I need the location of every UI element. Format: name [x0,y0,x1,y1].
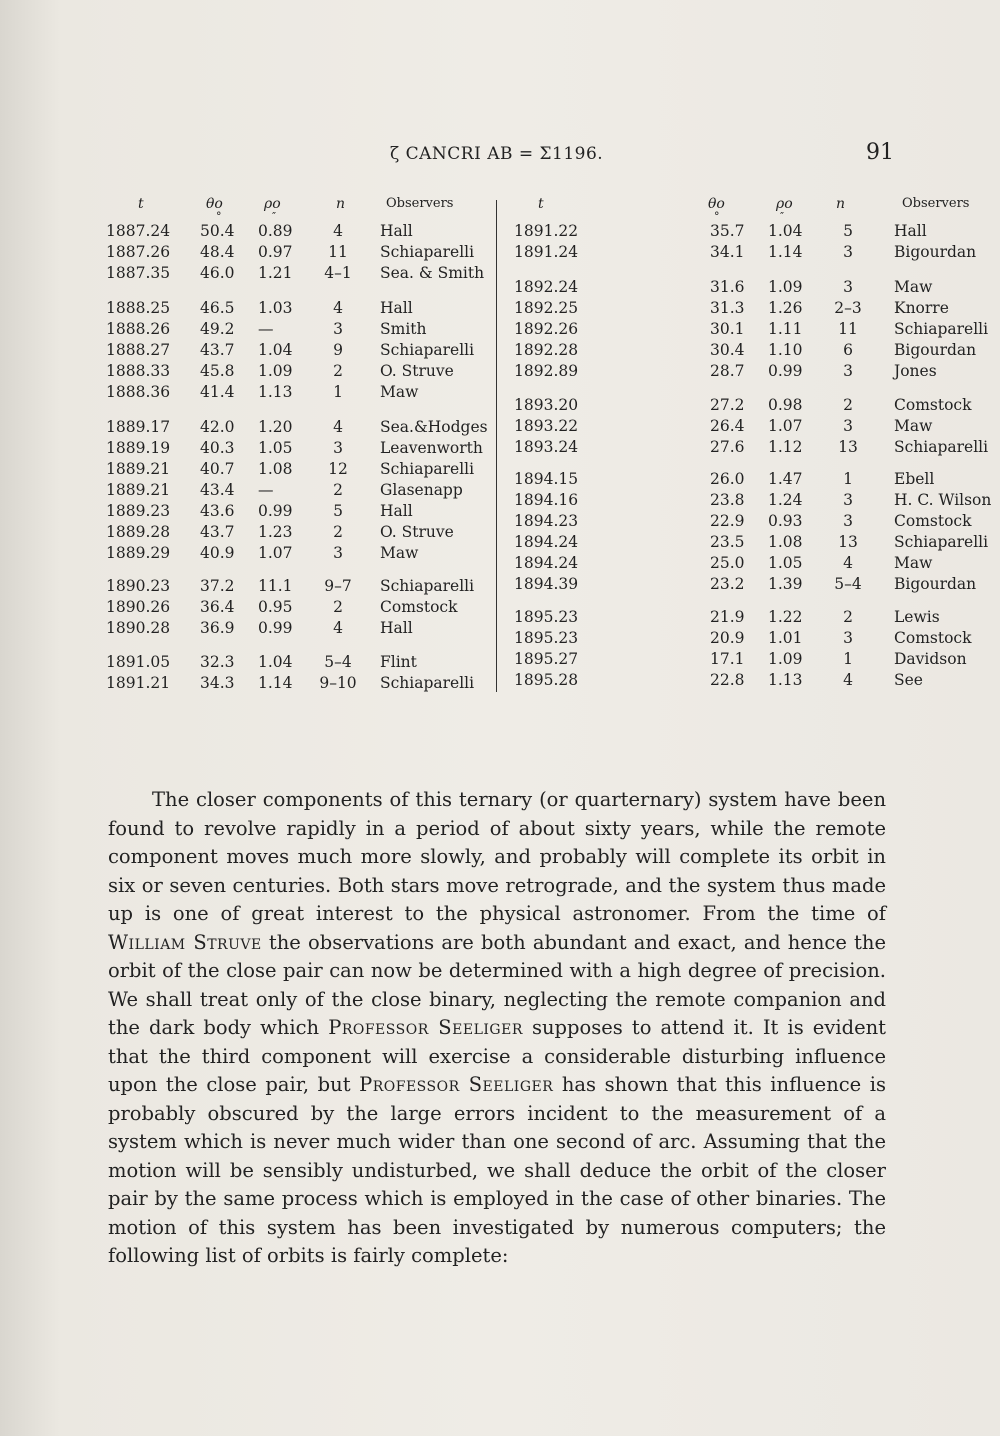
table-row [100,481,495,501]
cell-rho: 1.09 [258,362,293,380]
cell-n: 3 [333,544,343,562]
cell-obs: Leavenworth [380,439,483,457]
cell-rho: 1.09 [768,650,803,668]
cell-rho: 1.39 [768,575,803,593]
cell-theta: 20.9 [710,629,745,647]
cell-rho: 1.23 [258,523,293,541]
cell-obs: See [894,671,923,689]
cell-theta: 32.3 [200,653,235,671]
cell-rho: 1.21 [258,264,293,282]
cell-theta: 46.5 [200,299,235,317]
table-row [500,417,933,437]
cell-obs: Schiaparelli [894,533,989,551]
cell-rho: 1.24 [768,491,803,509]
cell-rho: — [258,320,274,338]
cell-t: 1889.19 [106,439,171,457]
cell-obs: Schiaparelli [380,577,475,595]
cell-t: 1893.22 [514,417,579,435]
table-row [500,278,933,298]
cell-t: 1889.23 [106,502,171,520]
cell-n: 9–7 [324,577,352,595]
table-row [500,554,933,574]
cell-obs: Maw [894,554,933,572]
col-header-theta: θo [708,196,725,212]
table-row [500,491,992,511]
cell-n: 4 [333,222,343,240]
table-row [100,523,495,543]
cell-t: 1890.26 [106,598,171,616]
cell-n: 3 [843,491,853,509]
cell-n: 13 [838,438,858,456]
cell-t: 1895.23 [514,608,579,626]
cell-n: 4–1 [324,264,352,282]
cell-theta: 45.8 [200,362,235,380]
cell-n: 2 [333,523,343,541]
cell-t: 1894.39 [514,575,579,593]
table-row [500,243,977,263]
cell-n: 11 [328,243,348,261]
cell-obs: O. Struve [380,362,454,380]
col-header-n: n [336,196,346,212]
cell-theta: 40.7 [200,460,235,478]
cell-rho: 0.93 [768,512,803,530]
paragraph-text-4: has shown that this influence is probably obscured by the large errors incident to the measurement of a system which is never much wider than one second of arc. Assuming that the motion will be sensibly undisturbed, we shall deduce the orbit of the closer pair by the same process which is employed in the case of other binaries. The motion of this system has been investigated by numerous computers; the following list of orbits is fairly complete: [108,1073,887,1267]
cell-obs: Comstock [894,512,972,530]
cell-obs: Glasenapp [380,481,463,499]
cell-t: 1890.23 [106,577,171,595]
cell-rho: 1.08 [768,533,803,551]
cell-theta: 23.5 [710,533,745,551]
table-row [500,362,937,382]
cell-obs: Schiaparelli [380,674,475,692]
cell-n: 6 [843,341,853,359]
cell-rho: 1.47 [768,470,803,488]
cell-theta: 26.0 [710,470,745,488]
col-header-t: t [538,196,544,212]
cell-obs: Maw [380,544,419,562]
cell-n: 2–3 [834,299,862,317]
table-row [100,299,495,319]
cell-t: 1890.28 [106,619,171,637]
cell-t: 1888.25 [106,299,171,317]
cell-n: 4 [333,619,343,637]
table-row [100,222,495,242]
col-header-n: n [836,196,846,212]
cell-rho: 1.20 [258,418,293,436]
cell-theta: 27.6 [710,438,745,456]
cell-t: 1891.21 [106,674,171,692]
cell-obs: Comstock [380,598,458,616]
table-row [100,598,495,618]
cell-n: 13 [838,533,858,551]
cell-obs: Davidson [894,650,967,668]
table-row [100,243,495,263]
paragraph-text-2: the observations are both abundant and exact, and hence the orbit of the close pair can now be determined with a high degree of precision. We shall treat only of the close binary, neglecting the remote companion and the dark body which [108,930,886,1039]
cell-rho: 0.97 [258,243,293,261]
cell-theta: 28.7 [710,362,745,380]
table-row [500,671,923,691]
cell-rho: 1.11 [768,320,803,338]
cell-t: 1889.28 [106,523,171,541]
cell-n: 4 [843,671,853,689]
cell-obs: Lewis [894,608,940,626]
col-header-rho: ρo [776,196,793,212]
cell-obs: Bigourdan [894,243,977,261]
cell-theta: 42.0 [200,418,235,436]
table-row [500,341,977,361]
cell-n: 4 [333,418,343,436]
table-row [500,512,972,532]
cell-t: 1891.22 [514,222,579,240]
cell-obs: Hall [380,222,413,240]
cell-n: 9–10 [319,674,357,692]
cell-theta: 36.9 [200,619,235,637]
table-row [500,608,940,628]
cell-obs: Maw [894,417,933,435]
cell-n: 12 [328,460,348,478]
cell-t: 1892.24 [514,278,579,296]
cell-t: 1895.28 [514,671,579,689]
cell-theta: 23.8 [710,491,745,509]
cell-n: 3 [843,512,853,530]
cell-theta: 46.0 [200,264,235,282]
cell-t: 1894.16 [514,491,579,509]
person-name-seeliger: Professor Seeliger [328,1016,523,1039]
cell-t: 1892.28 [514,341,579,359]
cell-n: 5–4 [834,575,862,593]
cell-rho: 1.10 [768,341,803,359]
cell-rho: 11.1 [258,577,293,595]
table-row [500,320,989,340]
cell-t: 1888.36 [106,383,171,401]
cell-theta: 43.7 [200,523,235,541]
cell-obs: Ebell [894,470,935,488]
cell-rho: 1.07 [768,417,803,435]
cell-t: 1895.27 [514,650,579,668]
cell-theta: 49.2 [200,320,235,338]
cell-rho: 1.13 [258,383,293,401]
unit-degree: ° [714,210,720,223]
cell-rho: 0.98 [768,396,803,414]
cell-n: 3 [843,417,853,435]
cell-obs: Bigourdan [894,575,977,593]
cell-theta: 43.4 [200,481,235,499]
cell-obs: Hall [380,299,413,317]
cell-rho: 0.99 [768,362,803,380]
cell-rho: 1.04 [258,653,293,671]
cell-obs: H. C. Wilson [894,491,992,509]
cell-n: 1 [843,470,853,488]
cell-obs: Schiaparelli [894,320,989,338]
cell-rho: — [258,481,274,499]
table-row [500,470,935,490]
observations-table [100,196,992,696]
table-row [500,222,927,242]
cell-obs: Schiaparelli [380,341,475,359]
cell-rho: 1.08 [258,460,293,478]
cell-obs: Hall [380,502,413,520]
table-row [100,653,495,673]
cell-theta: 41.4 [200,383,235,401]
cell-t: 1887.24 [106,222,171,240]
paragraph-text-3: supposes to attend it. It is evident that the third component will exercise a considerable disturbing influence upon the close pair, but [108,1016,887,1096]
cell-theta: 34.3 [200,674,235,692]
col-header-t: t [138,196,144,212]
person-name-william-struve: William Struve [108,930,262,954]
cell-n: 4 [843,554,853,572]
cell-theta: 31.6 [710,278,745,296]
cell-t: 1889.21 [106,481,171,499]
page-number: 91 [866,140,894,165]
cell-n: 3 [843,243,853,261]
cell-n: 3 [333,320,343,338]
paragraph-text-1: The closer components of this ternary (or quarternary) system have been found to revolve rapidly in a period of about sixty years, while the remote component moves much more slowly, and probably will complete its orbit in six or seven centuries. Both stars move retrograde, and the system thus made up is one of great interest to the physical astronomer. From the time of [108,788,886,925]
cell-obs: Flint [380,653,417,671]
cell-theta: 17.1 [710,650,745,668]
cell-rho: 1.22 [768,608,803,626]
table-row [100,674,495,694]
cell-obs: Sea. & Smith [380,264,485,282]
cell-n: 11 [838,320,858,338]
cell-rho: 0.99 [258,502,293,520]
unit-arcsec: ″ [272,210,277,223]
cell-t: 1887.35 [106,264,171,282]
cell-t: 1888.27 [106,341,171,359]
cell-theta: 25.0 [710,554,745,572]
cell-n: 9 [333,341,343,359]
cell-n: 3 [843,278,853,296]
cell-obs: Hall [380,619,413,637]
table-row [100,460,495,480]
cell-rho: 1.09 [768,278,803,296]
cell-obs: Maw [894,278,933,296]
cell-n: 3 [333,439,343,457]
cell-obs: Jones [894,362,937,380]
col-header-theta: θo [206,196,223,212]
cell-theta: 30.1 [710,320,745,338]
table-row [100,577,495,597]
table-row [500,533,989,553]
cell-rho: 0.99 [258,619,293,637]
cell-n: 5–4 [324,653,352,671]
cell-obs: O. Struve [380,523,454,541]
table-row [100,502,495,522]
cell-t: 1892.26 [514,320,579,338]
cell-t: 1888.33 [106,362,171,380]
table-row [100,264,495,284]
cell-rho: 1.01 [768,629,803,647]
table-row [500,299,949,319]
cell-obs: Knorre [894,299,949,317]
table-row [100,320,495,340]
cell-rho: 1.05 [768,554,803,572]
cell-n: 4 [333,299,343,317]
table-row [100,341,495,361]
cell-rho: 1.13 [768,671,803,689]
cell-rho: 1.05 [258,439,293,457]
cell-rho: 1.12 [768,438,803,456]
cell-obs: Smith [380,320,427,338]
cell-n: 2 [333,598,343,616]
column-divider [496,200,497,692]
cell-obs: Sea.&Hodges [380,418,488,436]
cell-t: 1894.23 [514,512,579,530]
cell-rho: 1.14 [258,674,293,692]
table-row [100,362,495,382]
person-name-seeliger: Professor Seeliger [359,1073,554,1096]
cell-rho: 1.03 [258,299,293,317]
cell-obs: Schiaparelli [380,243,475,261]
cell-n: 3 [843,629,853,647]
cell-t: 1894.24 [514,554,579,572]
cell-theta: 22.9 [710,512,745,530]
table-row [500,396,972,416]
table-row [100,544,495,564]
table-row [100,439,495,459]
cell-rho: 0.89 [258,222,293,240]
cell-rho: 1.26 [768,299,803,317]
cell-theta: 23.2 [710,575,745,593]
cell-theta: 37.2 [200,577,235,595]
cell-obs: Bigourdan [894,341,977,359]
cell-t: 1889.17 [106,418,171,436]
col-header-observers: Observers [902,196,970,211]
col-header-rho: ρo [264,196,281,212]
cell-theta: 21.9 [710,608,745,626]
cell-rho: 1.04 [258,341,293,359]
cell-theta: 40.9 [200,544,235,562]
cell-t: 1892.89 [514,362,579,380]
cell-t: 1894.24 [514,533,579,551]
unit-arcsec: ″ [780,210,785,223]
cell-n: 2 [843,608,853,626]
table-row [100,383,495,403]
cell-theta: 48.4 [200,243,235,261]
cell-obs: Schiaparelli [380,460,475,478]
cell-rho: 1.07 [258,544,293,562]
cell-n: 1 [843,650,853,668]
body-paragraph [108,786,886,1271]
cell-obs: Hall [894,222,927,240]
cell-theta: 43.6 [200,502,235,520]
cell-rho: 1.14 [768,243,803,261]
cell-t: 1891.24 [514,243,579,261]
cell-theta: 26.4 [710,417,745,435]
table-row [500,575,977,595]
cell-theta: 50.4 [200,222,235,240]
cell-n: 2 [843,396,853,414]
cell-n: 2 [333,481,343,499]
cell-theta: 43.7 [200,341,235,359]
cell-t: 1893.20 [514,396,579,414]
cell-t: 1889.21 [106,460,171,478]
cell-n: 5 [843,222,853,240]
cell-t: 1891.05 [106,653,171,671]
cell-t: 1889.29 [106,544,171,562]
cell-t: 1894.15 [514,470,579,488]
cell-n: 1 [333,383,343,401]
cell-theta: 30.4 [710,341,745,359]
cell-obs: Maw [380,383,419,401]
cell-t: 1893.24 [514,438,579,456]
cell-obs: Schiaparelli [894,438,989,456]
table-row [100,619,495,639]
cell-n: 5 [333,502,343,520]
col-header-observers: Observers [386,196,454,211]
cell-t: 1888.26 [106,320,171,338]
cell-n: 3 [843,362,853,380]
cell-obs: Comstock [894,629,972,647]
running-head: ζ CANCRI AB = Σ1196. [390,144,604,164]
cell-rho: 0.95 [258,598,293,616]
cell-obs: Comstock [894,396,972,414]
cell-rho: 1.04 [768,222,803,240]
cell-t: 1895.23 [514,629,579,647]
table-row [500,629,972,649]
cell-n: 2 [333,362,343,380]
unit-degree: ° [216,210,222,223]
cell-theta: 31.3 [710,299,745,317]
table-row [500,650,967,670]
table-row [100,418,495,438]
cell-theta: 34.1 [710,243,745,261]
cell-theta: 40.3 [200,439,235,457]
cell-theta: 36.4 [200,598,235,616]
cell-t: 1892.25 [514,299,579,317]
cell-t: 1887.26 [106,243,171,261]
table-row [500,438,989,458]
cell-theta: 35.7 [710,222,745,240]
cell-theta: 27.2 [710,396,745,414]
cell-theta: 22.8 [710,671,745,689]
